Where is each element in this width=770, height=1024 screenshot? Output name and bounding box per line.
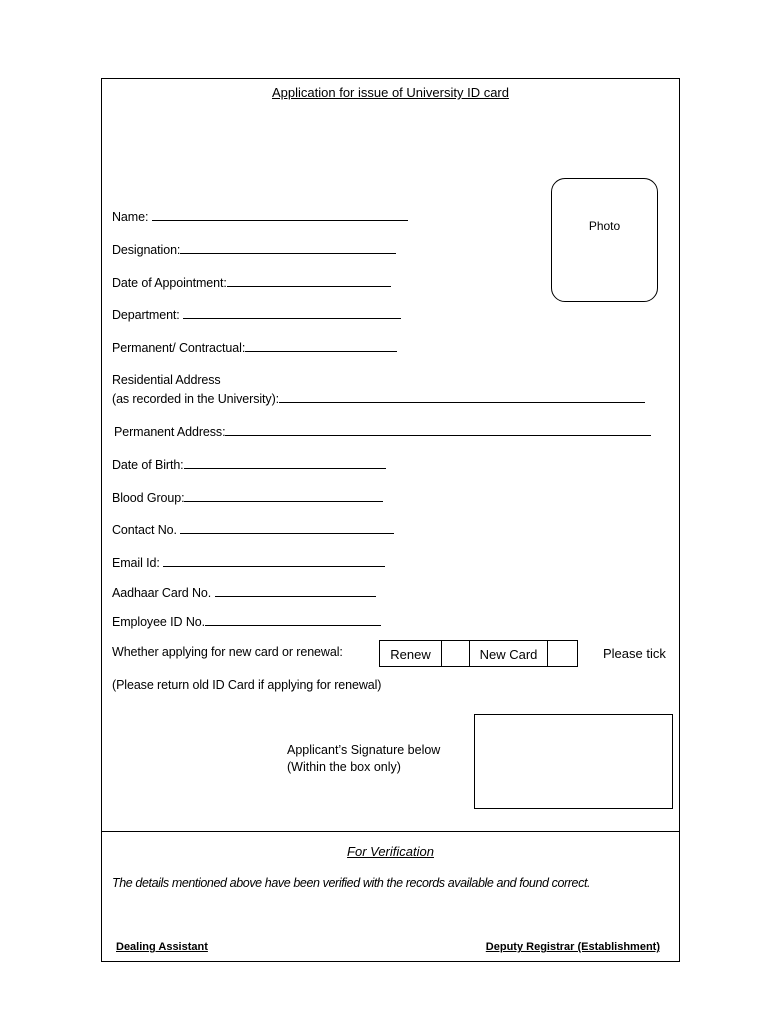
please-tick-note: Please tick (603, 646, 666, 661)
verification-statement: The details mentioned above have been verified with the records available and found correct. (112, 876, 591, 890)
new-card-tick-box[interactable] (548, 641, 577, 666)
dealing-assistant-signatory: Dealing Assistant (116, 941, 208, 953)
photo-box (551, 178, 658, 302)
contact-no-field[interactable] (112, 522, 394, 537)
signature-box[interactable] (474, 714, 673, 809)
application-form (101, 78, 680, 962)
renewal-question: Whether applying for new card or renewal: (112, 645, 343, 659)
employee-id-line[interactable] (205, 614, 381, 626)
employee-id-label: Employee ID No. (112, 615, 205, 629)
date-of-appointment-field[interactable] (112, 275, 391, 290)
aadhaar-card-label: Aadhaar Card No. (112, 586, 215, 600)
return-card-note: (Please return old ID Card if applying for renewal) (112, 678, 382, 692)
signature-label: Applicant’s Signature below (287, 743, 441, 757)
email-id-label: Email Id: (112, 556, 164, 570)
permanent-contractual-line[interactable] (245, 340, 397, 352)
permanent-address-line[interactable] (225, 424, 651, 436)
department-label: Department: (112, 308, 184, 322)
permanent-contractual-field[interactable] (112, 340, 397, 355)
contact-no-line[interactable] (180, 522, 394, 534)
blood-group-field[interactable] (112, 490, 383, 505)
permanent-address-field[interactable] (114, 424, 651, 439)
date-of-birth-line[interactable] (184, 457, 386, 469)
name-field[interactable] (112, 209, 408, 224)
designation-label: Designation: (112, 243, 181, 257)
aadhaar-card-line[interactable] (215, 585, 376, 597)
renew-tick-box[interactable] (442, 641, 470, 666)
signature-instructions (287, 742, 440, 776)
date-of-birth-label: Date of Birth: (112, 458, 184, 472)
verification-title: For Verification (347, 844, 434, 859)
blood-group-line[interactable] (184, 490, 383, 502)
date-of-appointment-label: Date of Appointment: (112, 276, 227, 290)
name-line[interactable] (152, 209, 408, 221)
renew-option-label: Renew (380, 641, 442, 666)
name-label: Name: (112, 210, 152, 224)
residential-address-label: Residential Address (112, 373, 221, 387)
residential-address-line[interactable] (279, 391, 645, 403)
signature-note: (Within the box only) (287, 760, 401, 774)
designation-line[interactable] (180, 242, 396, 254)
permanent-address-label: Permanent Address: (114, 425, 226, 439)
date-of-birth-field[interactable] (112, 457, 386, 472)
email-id-field[interactable] (112, 555, 385, 570)
verification-divider (102, 831, 679, 832)
department-line[interactable] (183, 307, 401, 319)
employee-id-field[interactable] (112, 614, 381, 629)
aadhaar-card-field[interactable] (112, 585, 376, 600)
blood-group-label: Blood Group: (112, 491, 185, 505)
permanent-contractual-label: Permanent/ Contractual: (112, 341, 246, 355)
email-id-line[interactable] (163, 555, 385, 567)
residential-address-field[interactable] (112, 391, 645, 406)
form-title: Application for issue of University ID card (272, 85, 509, 100)
date-of-appointment-line[interactable] (227, 275, 391, 287)
deputy-registrar-signatory: Deputy Registrar (Establishment) (485, 941, 660, 953)
card-type-options (379, 640, 578, 667)
contact-no-label: Contact No. (112, 523, 181, 537)
residential-address-heading (112, 373, 221, 387)
new-card-option-label: New Card (470, 641, 548, 666)
department-field[interactable] (112, 307, 401, 322)
designation-field[interactable] (112, 242, 396, 257)
photo-label: Photo (588, 219, 621, 233)
residential-address-note: (as recorded in the University): (112, 392, 280, 406)
